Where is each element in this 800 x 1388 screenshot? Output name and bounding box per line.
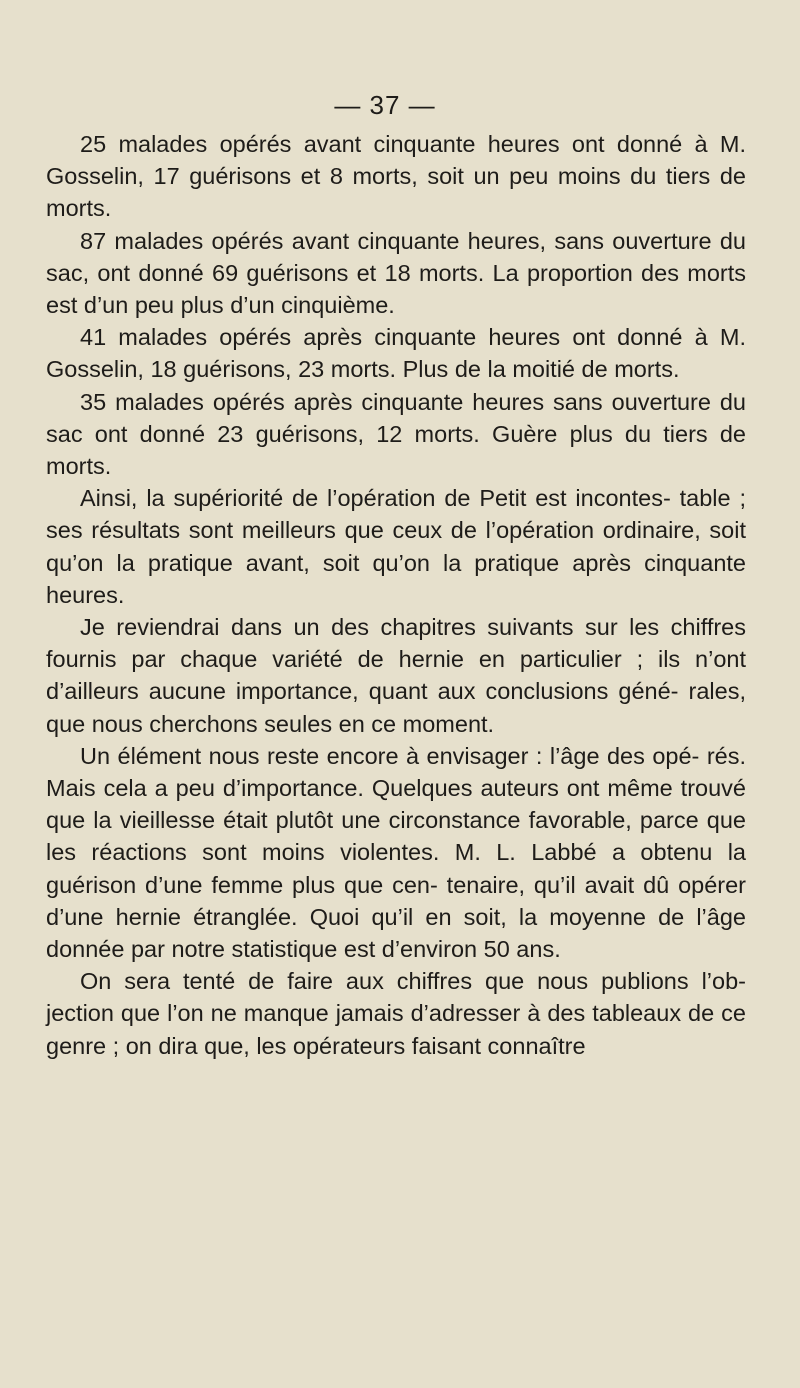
paragraph: Ainsi, la supériorité de l’opération de Petit est incontes- table ; ses résultats sont meilleurs que ceux de l’opération ordinaire, soit qu’on la pratique avant, soit qu’on la pratique après cinquante heures. — [46, 485, 746, 608]
paragraph: 35 malades opérés après cinquante heures sans ouverture du sac ont donné 23 guérisons, 12 morts. Guère plus du tiers de morts. — [46, 388, 746, 480]
paragraph: On sera tenté de faire aux chiffres que nous publions l’ob- jection que l’on ne manque jamais d’adresser à des tableaux de ce genre ; on dira que, les opérateurs faisant connaître — [46, 968, 746, 1059]
body-text — [46, 128, 746, 1062]
paragraph: Je reviendrai dans un des chapitres suivants sur les chiffres fournis par chaque variété de hernie en particulier ; ils n’ont d’ailleurs aucune importance, quant aux conclusions géné- rales, que nous cherchons seules en ce moment. — [46, 614, 746, 737]
page-number: — 37 — — [334, 90, 436, 120]
paragraph: 87 malades opérés avant cinquante heures, sans ouverture du sac, ont donné 69 guérisons et 18 morts. La proportion des morts est d’un peu plus d’un cinquième. — [46, 227, 746, 319]
paragraph: 25 malades opérés avant cinquante heures ont donné à M. Gosselin, 17 guérisons et 8 morts, soit un peu moins du tiers de morts. — [46, 131, 746, 222]
paragraph: 41 malades opérés après cinquante heures ont donné à M. Gosselin, 18 guérisons, 23 morts. Plus de la moitié de morts. — [46, 324, 746, 383]
paragraph: Un élément nous reste encore à envisager : l’âge des opé- rés. Mais cela a peu d’importance. Quelques auteurs ont même trouvé que la vieillesse était plutôt une circonstance favorable, parce que les réactions sont moins violentes. M. L. Labbé a obtenu la guérison d’une femme plus que cen- tenaire, qu’il avait dû opérer d’une hernie étranglée. Quoi qu’il en soit, la moyenne de l’âge donnée par notre statistique est d’environ 50 ans. — [46, 742, 746, 963]
